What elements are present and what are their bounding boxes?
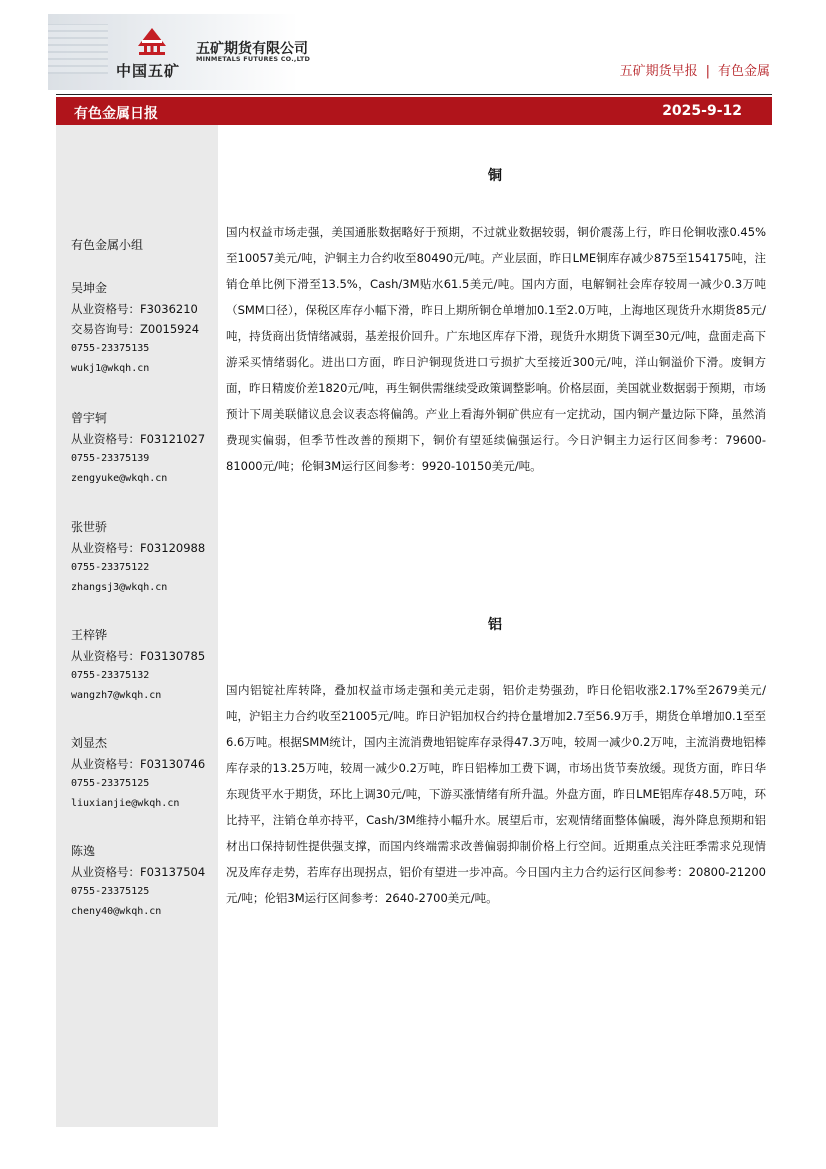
analyst-email[interactable]: zengyuke@wkqh.cn <box>71 473 168 484</box>
analyst-license: 从业资格号：F03130785 <box>71 649 206 663</box>
report-name: 五矿期货早报 <box>619 64 698 79</box>
analyst-card <box>71 624 205 706</box>
company-name-cn: 五矿期货有限公司 <box>196 41 308 57</box>
section-title-aluminum: 铝 <box>488 617 502 633</box>
report-category-label <box>620 60 770 79</box>
analyst-card <box>71 277 199 379</box>
header-divider <box>56 94 772 95</box>
analyst-email[interactable]: wangzh7@wkqh.cn <box>71 690 162 701</box>
report-title: 有色金属日报 <box>74 106 158 122</box>
analyst-phone: 0755-23375125 <box>71 886 150 897</box>
analyst-card <box>71 407 205 489</box>
analyst-name: 陈逸 <box>71 844 96 858</box>
analyst-card <box>71 516 205 598</box>
analyst-card <box>71 840 205 922</box>
minmetals-logo-icon <box>134 24 170 58</box>
copper-commentary: 国内权益市场走强，美国通胀数据略好于预期，不过就业数据较弱，铜价震荡上行，昨日伦铜收涨0.45%至10057美元/吨，沪铜主力合约收至80490元/吨。产业层面，昨日LME铜库存减少875至154175吨，注销仓单比例下滑至13.5%，Cash/3M贴水61.5美元/吨。国内方面，电解铜社会库存较周一减少0.3万吨（SMM口径），保税区库存小幅下滑，昨日上期所铜仓单增加0.1至2.0万吨，上海地区现货升水期货85元/吨，持货商出货情绪减弱，基差报价回升。广东地区库存下滑，现货升水期货下调至30元/吨，盘面走高下游采买情绪弱化。进出口方面，昨日沪铜现货进口亏损扩大至接近300元/吨，洋山铜溢价下滑。废铜方面，昨日精废价差1820元/吨，再生铜供需继续受政策调整影响。价格层面，美国就业数据弱于预期，市场预计下周美联储议息会议表态将偏鸽。产业上看海外铜矿供应有一定扰动，国内铜产量边际下降，虽然消费现实偏弱，但季节性改善的预期下，铜价有望延续偏强运行。今日沪铜主力运行区间参考：79600-81000元/吨；伦铜3M运行区间参考：9920-10150美元/吨。 <box>226 225 766 473</box>
category-name: 有色金属 <box>717 64 770 79</box>
analyst-phone: 0755-23375139 <box>71 453 150 464</box>
analyst-license: 从业资格号：F03121027 <box>71 432 206 446</box>
analyst-card <box>71 732 205 814</box>
analyst-consult-license: 交易咨询号：Z0015924 <box>71 322 200 336</box>
report-header <box>0 0 826 95</box>
analyst-name: 曾宇轲 <box>71 411 108 425</box>
analyst-phone: 0755-23375122 <box>71 562 150 573</box>
analyst-name: 张世骄 <box>71 520 108 534</box>
aluminum-commentary: 国内铝锭社库转降，叠加权益市场走强和美元走弱，铝价走势强劲，昨日伦铝收涨2.17%至2679美元/吨，沪铝主力合约收至21005元/吨。昨日沪铝加权合约持仓量增加2.7至56.9万手，期货仓单增加0.1至至6.6万吨。根据SMM统计，国内主流消费地铝锭库存录得47.3万吨，较周一减少0.2万吨，主流消费地铝棒库存录的13.25万吨，较周一减少0.2万吨，昨日铝棒加工费下调，市场出货节奏放缓。现货方面，昨日华东现货平水于期货，环比上调30元/吨，下游买涨情绪有所升温。外盘方面，昨日LME铝库存48.5万吨，环比持平，注销仓单亦持平，Cash/3M维持小幅升水。展望后市，宏观情绪面整体偏暖，海外降息预期和铝材出口保持韧性提供强支撑，而国内终端需求改善偏弱抑制价格上行空间。近期重点关注旺季需求兑现情况及库存走势，若库存出现拐点，铝价有望进一步冲高。今日国内主力合约运行区间参考：20800-21200元/吨；伦铝3M运行区间参考：2640-2700美元/吨。 <box>226 683 766 905</box>
analyst-phone: 0755-23375135 <box>71 343 150 354</box>
logo-text: 中国五矿 <box>116 62 181 80</box>
analyst-phone: 0755-23375125 <box>71 778 150 789</box>
analyst-name: 吴坤金 <box>71 281 108 295</box>
analyst-license: 从业资格号：F03130746 <box>71 757 206 771</box>
team-title: 有色金属小组 <box>71 238 144 252</box>
analyst-email[interactable]: wukj1@wkqh.cn <box>71 363 150 374</box>
analyst-name: 刘显杰 <box>71 736 108 750</box>
company-name-en: MINMETALS FUTURES CO.,LTD <box>196 55 311 63</box>
analyst-phone: 0755-23375132 <box>71 670 150 681</box>
analyst-license: 从业资格号：F3036210 <box>71 302 198 316</box>
analyst-license: 从业资格号：F03120988 <box>71 541 206 555</box>
title-bar <box>56 97 772 125</box>
header-separator: | <box>705 64 710 79</box>
analyst-name: 王梓铧 <box>71 628 108 642</box>
analyst-license: 从业资格号：F03137504 <box>71 865 206 879</box>
analyst-email[interactable]: liuxianjie@wkqh.cn <box>71 798 180 809</box>
report-date: 2025-9-12 <box>662 103 742 119</box>
analyst-email[interactable]: zhangsj3@wkqh.cn <box>71 582 168 593</box>
section-title-copper: 铜 <box>488 168 502 184</box>
analyst-email[interactable]: cheny40@wkqh.cn <box>71 906 162 917</box>
